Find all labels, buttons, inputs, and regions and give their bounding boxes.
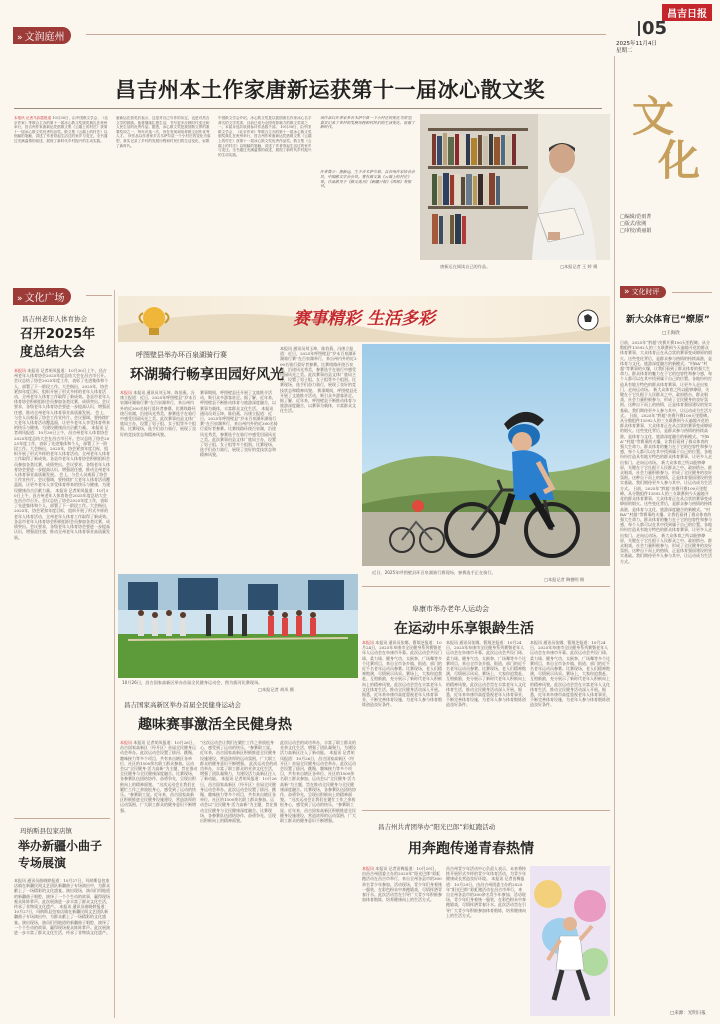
tug-of-war-credit: □本报记者 胡凤 摄	[258, 687, 294, 692]
left-article2-body: 本报讯 通讯员曲晓婷报道：10月27日，玛纳斯县包家店镇在新疆民间文艺团队新疆曲子专场演出中，为群众献上了一场精彩的文化盛宴。演出现场，演员们用地道的新疆曲子唱腔，演绎了一个个生动的故事，赢得现场观众阵阵掌声。此次展演进一步丰富了群众文化生活，传承了非物质文化遗产。 本报讯 通讯员曲晓婷报道：10月27日，玛纳斯县包家店镇在新疆民间文艺团队新疆曲子专场演出中，为群众献上了一场精彩的文化盛宴。演出现场，演员们用地道的新疆曲子唱腔，演绎了一个个生动的故事，赢得现场观众阵阵掌声。此次展演进一步丰富了群众文化生活，传承了非物质文化遗产。	[14, 878, 110, 936]
editor-credits: □编辑/范雨菁 □版式/张刚 □审校/黄丽娟	[620, 214, 652, 234]
fukang-body-col1: 本报讯 本报讯 通讯员张娜、曹翔芝报道：10月24日，2025年阜康市全民健身系列赛暨老年人运动会在阜康市开幕。此次运动会共设门球、柔力球、健身气功、太极拳、广场舞等多个比赛项目，来自全市各乡镇、街道、部门的近千名老年运动员参赛。比赛现场，老人们精神饱满，尽情展示风采。赛场上，大家你追我赶、互相鼓励，充分展示了新时代老年人积极向上的精神风貌。此次运动会旨在丰富老年人文化体育生活，推动全民健身活动深入开展。据悉，近年来阜康市高度重视老年人体育事业，不断完善体育设施，为老年人参与体育锻炼创造良好条件。	[362, 640, 442, 708]
paper-name-logo: 昌吉日报	[662, 4, 712, 21]
youth-headline: 用奔跑传递青春热情	[408, 841, 534, 857]
cycling-photo	[362, 344, 610, 566]
culture-plaza-tag: » 文化广场	[13, 288, 71, 305]
author-photo-caption: 唐新运在阅读自己的作品。	[440, 264, 491, 269]
cycling-body-col3: 本报讯 通讯员刘玉坤、陈伯燕、冯康立报道：近日，2025年呼图壁县“岁末百泉湖环湖骑行赛”在百泉湖举行，来自州内外的近300名骑行爱好者参赛。比赛线路环绕百泉湖，沿途风光秀美，参赛选手在骑行中感受田园风光之美。此次赛事由县文体广旅局主办，设置了男子组、女子组等多个组别。比赛现场，选手们奋力骑行，展现了良好的竞技状态和精神风貌。 赛事期间，呼图壁县还开展了文旅推介活动，吸引众多游客驻足。据了解，近年来，呼图壁县不断推动体育与旅游深度融合，以赛事为载体，丰富群众文化生活。	[280, 346, 358, 414]
cycling-body-col1: 本报讯 本报讯 通讯员刘玉坤、陈伯燕、冯康立报道：近日，2025年呼图壁县“岁末百泉湖环湖骑行赛”在百泉湖举行，来自州内外的近300名骑行爱好者参赛。比赛线路环绕百泉湖，沿途风光秀美，参赛选手在骑行中感受田园风光之美。此次赛事由县文体广旅局主办，设置了男子组、女子组等多个组别。比赛现场，选手们奋力骑行，展现了良好的竞技状态和精神风貌。	[120, 390, 197, 437]
sports-banner-title: 赛事精彩 生活多彩	[293, 309, 435, 329]
fukang-body-col2: 本报讯 通讯员张娜、曹翔芝报道：10月24日，2025年阜康市全民健身系列赛暨老年人运动会在阜康市开幕。此次运动会共设门球、柔力球、健身气功、太极拳、广场舞等多个比赛项目，来自全市各乡镇、街道、部门的近千名老年运动员参赛。比赛现场，老人们精神饱满，尽情展示风采。赛场上，大家你追我赶、互相鼓励，充分展示了新时代老年人积极向上的精神风貌。此次运动会旨在丰富老年人文化体育生活，推动全民健身活动深入开展。据悉，近年来阜康市高度重视老年人体育事业，不断完善体育设施，为老年人参与体育锻炼创造良好条件。	[446, 640, 526, 708]
culture-column-body: 日前，2025年“黔超”决赛开赛100天里程碑。从分散组件13592人的三支联赛到今天遍地开花的群众体育赛事，大众体育正在从点状的赛事变成燎原的烟火。这些变化背后，是群众参与热情的持续高涨，是体育与文化、旅游深度融合的新模式。“村BA”“村超”等赛事的火爆，让我们看到了群众体育的强大生命力。群众体育的魅力在于它的包容性和参与感，每个人都可以在其中找到属于自己的位置。各地纷纷打造具有地方特色的群众体育赛事，让更多人走出家门、走向运动场。 新大众体育之所以能够燎原，关键在于它扎根于人民群众之中。政府搭台、群众唱戏，社会力量积极参与，形成了全民健身的良好氛围。这种自下而上的热情，正是体育强国建设的坚实基础。我们期待更多人参与其中，让运动成为生活方式。 日前，2025年“黔超”决赛开赛100天里程碑。从分散组件13592人的三支联赛到今天遍地开花的群众体育赛事，大众体育正在从点状的赛事变成燎原的烟火。这些变化背后，是群众参与热情的持续高涨，是体育与文化、旅游深度融合的新模式。“村BA”“村超”等赛事的火爆，让我们看到了群众体育的强大生命力。群众体育的魅力在于它的包容性和参与感，每个人都可以在其中找到属于自己的位置。各地纷纷打造具有地方特色的群众体育赛事，让更多人走出家门、走向运动场。 新大众体育之所以能够燎原，关键在于它扎根于人民群众之中。政府搭台、群众唱戏，社会力量积极参与，形成了全民健身的良好氛围。这种自下而上的热情，正是体育强国建设的坚实基础。我们期待更多人参与其中，让运动成为生活方式。 日前，2025年“黔超”决赛开赛100天里程碑。从分散组件13592人的三支联赛到今天遍地开花的群众体育赛事，大众体育正在从点状的赛事变成燎原的烟火。这些变化背后，是群众参与热情的持续高涨，是体育与文化、旅游深度融合的新模式。“村BA”“村超”等赛事的火爆，让我们看到了群众体育的强大生命力。群众体育的魅力在于它的包容性和参与感，每个人都可以在其中找到属于自己的位置。各地纷纷打造具有地方特色的群众体育赛事，让更多人走出家门、走向运动场。 新大众体育之所以能够燎原，关键在于它扎根于人民群众之中。政府搭台、群众唱戏，社会力量积极参与，形成了全民健身的良好氛围。这种自下而上的热情，正是体育强国建设的坚实基础。我们期待更多人参与其中，让运动成为生活方式。	[620, 340, 712, 564]
fukang-headline: 在运动中乐享银龄生活	[394, 621, 534, 637]
fukang-kicker: 阜康市举办老年人运动会	[412, 605, 489, 613]
youth-body-col1: 本报讯 本报讯 记者田梅报道：10月29日，由昌吉州团委主办的2025年“阳光巴郎”彩虹跑活动在昌吉市举行，来自全州各县市的300余名青少年参加。活动现场，青少年们身着统一服装，在彩色粉末中奔跑嬉戏，尽情挥洒青春汗水。此次活动旨在引导广大青少年积极参加体育锻炼，培养健康向上的生活方式。	[362, 866, 442, 903]
culture-column-author: □王海欣	[662, 331, 680, 336]
culture-char-1: 文	[632, 92, 675, 141]
gaoxin-body-col1: 本报讯 本报讯 记者胡凤报道：10月26日，昌吉国家高新区（经开区）首届全民健身运动会举办。此次运动会设置了拔河、跳绳、趣味接力等多个项目，共有来自辖区各单位、社区的1500余名职工群众参加。运动会以“全民健身·活力高新”为主题，旨在推动全民健身与全民健康深度融合。比赛现场，各参赛队伍团结协作、奋勇争先，呈现出积极向上的精神面貌。 “这次运动会让我们在繁忙工作之余放松身心，感受到了运动的快乐。”参赛职工说。近年来，昌吉国家高新区积极推进全民健身设施建设，营造浓厚的运动氛围，广大职工群众的健身意识不断增强。	[120, 740, 198, 813]
page-number: 05	[642, 18, 668, 39]
tug-of-war-caption: 10月26日，昌吉国家高新区举办首届全民健身运动会，图为拔河比赛现场。	[122, 680, 263, 685]
culture-column-footer: □来源：光明日报	[670, 1011, 706, 1016]
sports-banner	[118, 296, 610, 342]
masthead	[616, 4, 712, 52]
gaoxin-headline: 趣味赛事激活全民健身热	[138, 717, 292, 733]
section-tag-top: » 文润庭州	[13, 27, 71, 44]
cycling-kicker: 呼图壁县举办环百泉湖骑行赛	[136, 351, 227, 359]
gaoxin-kicker: 昌吉国家高新区举办首届全民健身运动会	[124, 701, 241, 709]
left-article2-headline: 举办新疆小曲子专场展演	[18, 839, 103, 870]
cycling-body-col2: 赛事期间，呼图壁县还开展了文旅推介活动，吸引众多游客驻足。据了解，近年来，呼图壁县不断推动体育与旅游深度融合，以赛事为载体，丰富群众文化生活。 本报讯 通讯员刘玉坤、陈伯燕、冯康立报道：近日，2025年呼图壁县“岁末百泉湖环湖骑行赛”在百泉湖举行，来自州内外的近300名骑行爱好者参赛。比赛线路环绕百泉湖，沿途风光秀美，参赛选手在骑行中感受田园风光之美。此次赛事由县文体广旅局主办，设置了男子组、女子组等多个组别。比赛现场，选手们奋力骑行，展现了良好的竞技状态和精神风貌。	[200, 390, 278, 458]
youth-body-col2: 昌吉州青少年活动中心负责人表示，未来将持续开展形式多样的青少年体育活动，为青少年健康成长营造良好环境。 本报讯 记者田梅报道：10月29日，由昌吉州团委主办的2025年“阳光巴郎”彩虹跑活动在昌吉市举行，来自全州各县市的300余名青少年参加。活动现场，青少年们身着统一服装，在彩色粉末中奔跑嬉戏，尽情挥洒青春汗水。此次活动旨在引导广大青少年积极参加体育锻炼，培养健康向上的生活方式。	[446, 866, 526, 918]
author-note: 该作品以作者家乡吉木萨尔县一个小村庄的变化为原型，真实记录了乡村的发展历程和村民们的生活变化，讴歌了新时代。 作者简介：唐新运，生于吉木萨尔县，昌吉州作家协会会员，中国散文学会会员。著有散文集《云端上的村庄》等。作品散见于《散文选刊》《新疆日报》《西部》等报刊。	[320, 116, 415, 189]
author-photo-credit: □本报记者 王 婷 摄	[560, 264, 598, 269]
left-article1-headline: 召开2025年度总结大会	[20, 327, 96, 360]
cycling-photo-credit: □本报记者 陶德明 摄	[544, 577, 585, 582]
youth-kicker: 昌吉州共青团举办“阳光巴郎”彩虹跑活动	[378, 823, 496, 831]
fukang-body-col3: 本报讯 通讯员张娜、曹翔芝报道：10月24日，2025年阜康市全民健身系列赛暨老年人运动会在阜康市开幕。此次运动会共设门球、柔力球、健身气功、太极拳、广场舞等多个比赛项目，来自全市各乡镇、街道、部门的近千名老年运动员参赛。比赛现场，老人们精神饱满，尽情展示风采。赛场上，大家你追我赶、互相鼓励，充分展示了新时代老年人积极向上的精神风貌。此次运动会旨在丰富老年人文化体育生活，推动全民健身活动深入开展。据悉，近年来阜康市高度重视老年人体育事业，不断完善体育设施，为老年人参与体育锻炼创造良好条件。	[530, 640, 610, 708]
main-article-col2: 唐新运在获奖后表示，这是对自己写作的肯定，也是对昌吉文学的鼓励。他将继续扎根生活，书写更多反映时代变迁和人民生活的优秀作品。据悉，冰心散文奖是我国散文界的重要奖项之一，每年评选一次，旨在发现和培养散文创作优秀人才。 该作品以作者家乡吉木萨尔县一个小村庄的变化为原型，真实记录了乡村的发展历程和村民们的生活变化，讴歌了新时代。	[116, 116, 211, 148]
weekday: 星期二	[616, 48, 633, 54]
main-article-col3: 中国散文学会介绍，冰心散文奖是以我国著名作家冰心名字命名的文学奖项，目前已成为全国有影响力的散文奖项之一。本届评选共收到参评作品数千部。 10月30日，由中国散文学会、《北京作家》等联合主办的第十一届冰心散文奖颁奖典礼在贵州举行，昌吉州作家唐新运凭借散文集《云端上的村庄》获第十一届冰心散文奖优秀作品奖。散文集《云端上的村庄》以细腻的笔触，讲述了作者背起生活过的家乡与变迁。全书通过充满温情的叙述，展现了新时代乡村振兴的生动实践。	[218, 116, 312, 157]
left-article1-body: 本报讯 本报讯 记者胡凤报道：10月30日上午，昌吉州老年人体育协会2025年度总结大会在昌吉市召开。会议总结了协会2025年度工作，表彰了先进集体和个人，部署了下一阶段工作。大会指出，2025年，协会紧扣年度目标，组织开展了形式多样的老年人体育活动，全州老年人体育工作取得了新成效。各县市老年人体育协会积极组织会员参加各类比赛，成绩突出。会议要求，各级老年人体育协会要进一步提高认识，增强责任感，推动全州老年人体育事业高质量发展。 会上，与会人员观看了协会工作宣传片。会议强调，要持续扩大老年人体育活动覆盖面，让更多老年人享受体育带来的快乐与健康，为建设健康昌吉贡献力量。 本报讯 记者胡凤报道：10月30日上午，昌吉州老年人体育协会2025年度总结大会在昌吉市召开。会议总结了协会2025年度工作，表彰了先进集体和个人，部署了下一阶段工作。大会指出，2025年，协会紧扣年度目标，组织开展了形式多样的老年人体育活动，全州老年人体育工作取得了新成效。各县市老年人体育协会积极组织会员参加各类比赛，成绩突出。会议要求，各级老年人体育协会要进一步提高认识，增强责任感，推动全州老年人体育事业高质量发展。 会上，与会人员观看了协会工作宣传片。会议强调，要持续扩大老年人体育活动覆盖面，让更多老年人享受体育带来的快乐与健康，为建设健康昌吉贡献力量。 本报讯 记者胡凤报道：10月30日上午，昌吉州老年人体育协会2025年度总结大会在昌吉市召开。会议总结了协会2025年度工作，表彰了先进集体和个人，部署了下一阶段工作。大会指出，2025年，协会紧扣年度目标，组织开展了形式多样的老年人体育活动，全州老年人体育工作取得了新成效。各县市老年人体育协会积极组织会员参加各类比赛，成绩突出。会议要求，各级老年人体育协会要进一步提高认识，增强责任感，推动全州老年人体育事业高质量发展。	[14, 368, 110, 540]
cycling-photo-caption: 近日，2025年呼图壁县环百泉湖骑行赛现场，参赛选手正在骑行。	[372, 570, 496, 575]
youth-run-photo	[530, 866, 610, 1016]
main-article-col1: 本报讯 记者马彩霞报道 10月30日，由中国散文学会、《北京作家》等联合主办的第十一届冰心散文奖颁奖典礼在贵州举行，昌吉州作家唐新运凭借散文集《云端上的村庄》获第十一届冰心散文奖优秀作品奖。散文集《云端上的村庄》以细腻的笔触，讲述了作者背起生活过的家乡与变迁。全书通过充满温情的叙述，展现了新时代乡村振兴的生动实践。	[14, 116, 109, 143]
issue-date: 2025年11月4日	[616, 41, 657, 47]
left-article1-kicker: 昌吉州老年人体育协会	[22, 315, 87, 323]
main-headline: 昌吉州本土作家唐新运获第十一届冰心散文奖	[115, 78, 545, 102]
culture-comment-tag: » 文化时评	[620, 286, 666, 298]
author-photo	[420, 114, 610, 260]
gaoxin-body-col3: 此次运动会的成功举办，丰富了职工群众的业余文化生活，增强了团队凝聚力，为建设活力高新区注入了新动能。 本报讯 记者胡凤报道：10月26日，昌吉国家高新区（经开区）首届全民健身运动会举办。此次运动会设置了拔河、跳绳、趣味接力等多个项目，共有来自辖区各单位、社区的1500余名职工群众参加。运动会以“全民健身·活力高新”为主题，旨在推动全民健身与全民健康深度融合。比赛现场，各参赛队伍团结协作、奋勇争先，呈现出积极向上的精神面貌。 “这次运动会让我们在繁忙工作之余放松身心，感受到了运动的快乐。”参赛职工说。近年来，昌吉国家高新区积极推进全民健身设施建设，营造浓厚的运动氛围，广大职工群众的健身意识不断增强。	[280, 740, 356, 824]
tug-of-war-photo	[118, 574, 358, 678]
left-article2-kicker: 玛纳斯县包家店镇	[20, 827, 72, 835]
culture-column-title: 新大众体育已“燎原”	[626, 315, 710, 325]
culture-char-2: 化	[658, 136, 701, 185]
gaoxin-body-col2: “这次运动会让我们在繁忙工作之余放松身心，感受到了运动的快乐。”参赛职工说。近年来，昌吉国家高新区积极推进全民健身设施建设，营造浓厚的运动氛围，广大职工群众的健身意识不断增强。 此次运动会的成功举办，丰富了职工群众的业余文化生活，增强了团队凝聚力，为建设活力高新区注入了新动能。 本报讯 记者胡凤报道：10月26日，昌吉国家高新区（经开区）首届全民健身运动会举办。此次运动会设置了拔河、跳绳、趣味接力等多个项目，共有来自辖区各单位、社区的1500余名职工群众参加。运动会以“全民健身·活力高新”为主题，旨在推动全民健身与全民健康深度融合。比赛现场，各参赛队伍团结协作、奋勇争先，呈现出积极向上的精神面貌。	[200, 740, 278, 824]
culture-section-title	[620, 84, 712, 234]
cycling-headline: 环湖骑行畅享田园好风光	[130, 367, 284, 383]
